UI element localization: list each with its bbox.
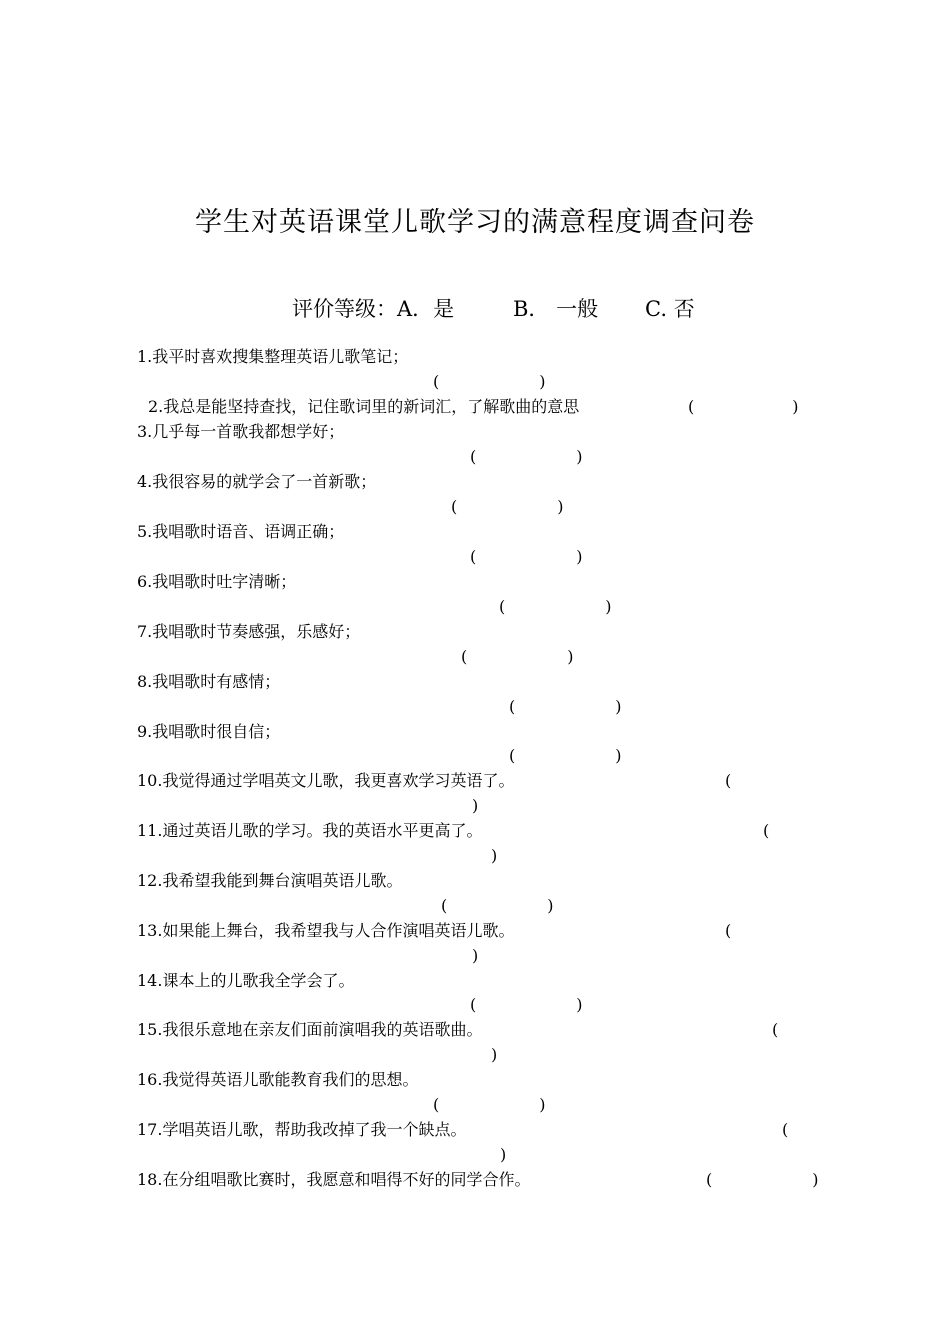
answer-blank-8[interactable] xyxy=(509,697,622,717)
question-16: 16.我觉得英语儿歌能教育我们的思想。 xyxy=(137,1070,419,1089)
question-4: 4.我很容易的就学会了一首新歌； xyxy=(137,472,377,491)
paren-open: ( xyxy=(461,647,468,666)
paren-open: ( xyxy=(433,372,440,391)
answer-blank-10-close: ) xyxy=(472,796,479,815)
question-15: 15.我很乐意地在亲友们面前演唱我的英语歌曲。 xyxy=(137,1020,483,1039)
answer-blank-5[interactable] xyxy=(470,547,583,567)
question-11: 11.通过英语儿歌的学习。我的英语水平更高了。 xyxy=(137,821,483,840)
paren-open: ( xyxy=(451,497,458,516)
answer-blank-15-open[interactable]: ( xyxy=(772,1020,779,1039)
answer-blank-13-open[interactable]: ( xyxy=(725,921,732,940)
question-17: 17.学唱英语儿歌，帮助我改掉了我一个缺点。 xyxy=(137,1120,467,1139)
paren-open: ( xyxy=(470,995,477,1014)
answer-blank-6[interactable] xyxy=(499,597,612,617)
answer-blank-2[interactable] xyxy=(688,397,799,417)
question-1: 1.我平时喜欢搜集整理英语儿歌笔记； xyxy=(137,347,409,366)
answer-blank-11-open[interactable]: ( xyxy=(763,821,770,840)
paren-open: ( xyxy=(470,447,477,466)
question-9: 9.我唱歌时很自信； xyxy=(137,722,281,741)
page-title: 学生对英语课堂儿歌学习的满意程度调查问卷 xyxy=(195,207,755,238)
paren-close: ) xyxy=(615,746,622,765)
question-5: 5.我唱歌时语音、语调正确； xyxy=(137,522,345,541)
paren-close: ) xyxy=(615,697,622,716)
paren-open: ( xyxy=(433,1095,440,1114)
rating-scale xyxy=(292,293,695,323)
rating-option-c: C. 否 xyxy=(645,297,695,321)
paren-open: ( xyxy=(509,746,516,765)
paren-close: ) xyxy=(567,647,574,666)
question-2: 2.我总是能坚持查找，记住歌词里的新词汇，了解歌曲的意思 xyxy=(148,397,580,416)
paren-close: ) xyxy=(605,597,612,616)
question-12: 12.我希望我能到舞台演唱英语儿歌。 xyxy=(137,871,403,890)
paren-close: ) xyxy=(576,447,583,466)
rating-option-b: B． 一般 xyxy=(513,297,599,321)
paren-open: ( xyxy=(499,597,506,616)
answer-blank-16[interactable] xyxy=(433,1095,546,1115)
question-18: 18.在分组唱歌比赛时，我愿意和唱得不好的同学合作。 xyxy=(137,1170,531,1189)
answer-blank-3[interactable] xyxy=(470,447,583,467)
paren-close: ) xyxy=(812,1170,819,1189)
paren-close: ) xyxy=(539,1095,546,1114)
answer-blank-12[interactable] xyxy=(441,896,554,916)
question-14: 14.课本上的儿歌我全学会了。 xyxy=(137,971,355,990)
paren-close: ) xyxy=(539,372,546,391)
paren-open: ( xyxy=(688,397,695,416)
answer-blank-17-open[interactable]: ( xyxy=(782,1120,789,1139)
paren-close: ) xyxy=(547,896,554,915)
paren-open: ( xyxy=(470,547,477,566)
answer-blank-4[interactable] xyxy=(451,497,564,517)
paren-close: ) xyxy=(792,397,799,416)
paren-close: ) xyxy=(576,995,583,1014)
paren-close: ) xyxy=(557,497,564,516)
paren-open: ( xyxy=(441,896,448,915)
answer-blank-7[interactable] xyxy=(461,647,574,667)
answer-blank-1[interactable] xyxy=(433,372,546,392)
paren-open: ( xyxy=(509,697,516,716)
answer-blank-11-close: ) xyxy=(491,846,498,865)
answer-blank-15-close: ) xyxy=(491,1045,498,1064)
answer-blank-9[interactable] xyxy=(509,746,622,766)
question-13: 13.如果能上舞台，我希望我与人合作演唱英语儿歌。 xyxy=(137,921,515,940)
answer-blank-17-close: ) xyxy=(500,1145,507,1164)
paren-open: ( xyxy=(706,1170,713,1189)
rating-option-a: A．是 xyxy=(397,297,455,321)
question-7: 7.我唱歌时节奏感强，乐感好； xyxy=(137,622,361,641)
answer-blank-18[interactable] xyxy=(706,1170,819,1190)
question-8: 8.我唱歌时有感情； xyxy=(137,672,281,691)
question-3: 3.几乎每一首歌我都想学好； xyxy=(137,422,345,441)
answer-blank-13-close: ) xyxy=(472,946,479,965)
rating-label: 评价等级： xyxy=(292,297,397,321)
question-10: 10.我觉得通过学唱英文儿歌，我更喜欢学习英语了。 xyxy=(137,771,515,790)
paren-close: ) xyxy=(576,547,583,566)
answer-blank-14[interactable] xyxy=(470,995,583,1015)
answer-blank-10-open[interactable]: ( xyxy=(725,771,732,790)
question-6: 6.我唱歌时吐字清晰； xyxy=(137,572,297,591)
